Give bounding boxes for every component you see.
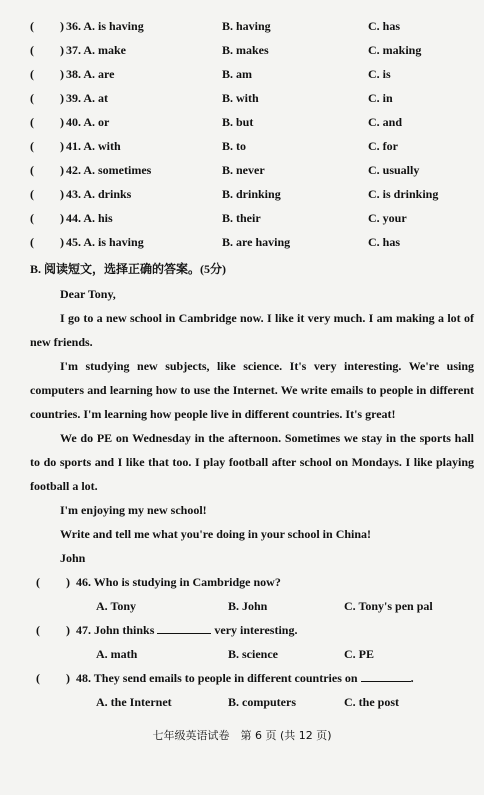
option-c: C. in xyxy=(368,91,393,105)
question-stem-pre: 47. John thinks xyxy=(76,623,155,637)
fill-blank xyxy=(157,623,211,634)
question-48-options xyxy=(0,694,484,710)
option-b: B. are having xyxy=(222,235,291,249)
option-a: 45. A. is having xyxy=(66,235,144,249)
option-c: C. Tony's pen pal xyxy=(344,599,433,613)
mc-row-38 xyxy=(0,66,484,82)
answer-paren-right: ) xyxy=(60,43,64,57)
answer-paren-left: ( xyxy=(30,211,34,225)
letter-paragraph-5: Write and tell me what you're doing in your school in China! xyxy=(60,527,372,541)
option-b: B. computers xyxy=(228,695,296,709)
question-stem-post: very interesting. xyxy=(214,623,298,637)
option-a: 39. A. at xyxy=(66,91,108,105)
option-a: A. Tony xyxy=(96,599,137,613)
question-stem: 46. Who is studying in Cambridge now? xyxy=(76,575,281,589)
mc-row-45 xyxy=(0,234,484,250)
letter-greeting: Dear Tony, xyxy=(60,287,116,301)
option-b: B. drinking xyxy=(222,187,281,201)
option-a: 40. A. or xyxy=(66,115,110,129)
option-b: B. makes xyxy=(222,43,269,57)
option-b: B. but xyxy=(222,115,254,129)
answer-paren-right: ) xyxy=(60,115,64,129)
answer-paren-left: ( xyxy=(30,91,34,105)
mc-row-37 xyxy=(0,42,484,58)
question-46 xyxy=(0,574,484,590)
answer-paren-right: ) xyxy=(60,19,64,33)
mc-row-36 xyxy=(0,18,484,34)
option-c: C. has xyxy=(368,19,401,33)
mc-row-39 xyxy=(0,90,484,106)
option-c: C. has xyxy=(368,235,401,249)
option-a: A. the Internet xyxy=(96,695,172,709)
fill-blank xyxy=(361,671,411,682)
answer-paren-right: ) xyxy=(60,91,64,105)
option-a: 37. A. make xyxy=(66,43,126,57)
answer-paren-right: ) xyxy=(60,211,64,225)
answer-paren-right: ) xyxy=(60,163,64,177)
option-b: B. am xyxy=(222,67,252,81)
answer-paren-left: ( xyxy=(30,67,34,81)
option-c: C. usually xyxy=(368,163,420,177)
option-c: C. making xyxy=(368,43,422,57)
answer-paren-left: ( xyxy=(30,19,34,33)
page-footer: 七年级英语试卷 第 6 页 (共 12 页) xyxy=(152,729,332,742)
option-b: B. their xyxy=(222,211,261,225)
question-47 xyxy=(0,622,484,638)
option-a: 41. A. with xyxy=(66,139,121,153)
option-c: C. is drinking xyxy=(368,187,439,201)
option-a: 43. A. drinks xyxy=(66,187,132,201)
letter-paragraph-3: We do PE on Wednesday in the afternoon. Sometimes we stay in the sports hall to do sports and I like that too. I play football after school on Mondays. I like playing football a lot. xyxy=(30,431,474,493)
option-b: B. having xyxy=(222,19,271,33)
answer-paren-left: ( xyxy=(36,575,40,589)
question-stem xyxy=(76,622,297,638)
answer-paren-right: ) xyxy=(60,235,64,249)
option-c: C. your xyxy=(368,211,407,225)
letter-paragraph-2: I'm studying new subjects, like science. It's very interesting. We're using computers and learning how to use the Internet. We write emails to people in different countries. I'm learning how people live in different countries. It's great! xyxy=(30,359,474,421)
question-46-options xyxy=(0,598,484,614)
option-b: B. to xyxy=(222,139,246,153)
option-b: B. science xyxy=(228,647,278,661)
option-c: C. PE xyxy=(344,647,374,661)
option-a: 44. A. his xyxy=(66,211,113,225)
option-c: C. is xyxy=(368,67,391,81)
option-a: 36. A. is having xyxy=(66,19,144,33)
option-b: B. with xyxy=(222,91,259,105)
letter-signature: John xyxy=(60,551,86,565)
question-stem xyxy=(76,670,414,686)
answer-paren-left: ( xyxy=(30,139,34,153)
answer-paren-left: ( xyxy=(30,235,34,249)
option-b: B. never xyxy=(222,163,265,177)
letter-paragraph-4: I'm enjoying my new school! xyxy=(60,503,207,517)
option-c: C. and xyxy=(368,115,403,129)
option-c: C. for xyxy=(368,139,398,153)
question-48 xyxy=(0,670,484,686)
option-a: A. math xyxy=(96,647,138,661)
answer-paren-left: ( xyxy=(36,623,40,637)
mc-row-40 xyxy=(0,114,484,130)
answer-paren-right: ) xyxy=(66,671,70,685)
option-b: B. John xyxy=(228,599,268,613)
answer-paren-left: ( xyxy=(30,187,34,201)
answer-paren-right: ) xyxy=(66,575,70,589)
question-stem-pre: 48. They send emails to people in different countries on xyxy=(76,671,358,685)
answer-paren-right: ) xyxy=(60,67,64,81)
mc-row-44 xyxy=(0,210,484,226)
answer-paren-right: ) xyxy=(66,623,70,637)
answer-paren-left: ( xyxy=(30,163,34,177)
letter-paragraph-1: I go to a new school in Cambridge now. I like it very much. I am making a lot of new friends. xyxy=(30,311,474,349)
answer-paren-right: ) xyxy=(60,187,64,201)
option-a: 42. A. sometimes xyxy=(66,163,152,177)
question-stem-post: . xyxy=(410,671,414,685)
option-c: C. the post xyxy=(344,695,400,709)
section-b-title: B. 阅读短文，选择正确的答案。(5分) xyxy=(30,262,226,276)
answer-paren-left: ( xyxy=(30,115,34,129)
answer-paren-right: ) xyxy=(60,139,64,153)
mc-row-43 xyxy=(0,186,484,202)
mc-row-42 xyxy=(0,162,484,178)
mc-row-41 xyxy=(0,138,484,154)
option-a: 38. A. are xyxy=(66,67,115,81)
answer-paren-left: ( xyxy=(30,43,34,57)
question-47-options xyxy=(0,646,484,662)
answer-paren-left: ( xyxy=(36,671,40,685)
